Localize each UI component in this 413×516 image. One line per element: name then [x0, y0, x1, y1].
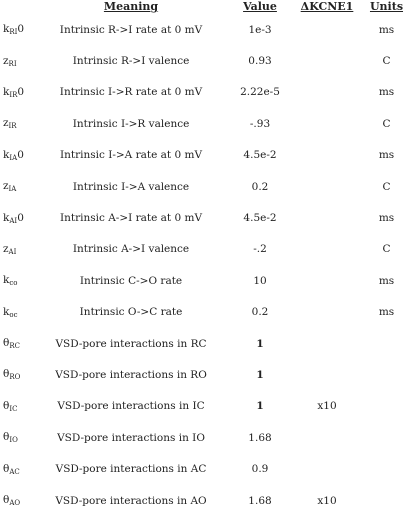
table-row: [0, 45, 413, 76]
param-symbol-base: θ: [3, 431, 10, 444]
param-symbol: [0, 140, 36, 171]
table-row: [0, 391, 413, 422]
param-kcne1: [294, 359, 360, 390]
param-symbol: [0, 359, 36, 390]
param-value: 1.68: [248, 494, 272, 507]
param-kcne1: [294, 140, 360, 171]
table-row: [0, 14, 413, 45]
param-symbol: [0, 45, 36, 76]
param-value: 4.5e-2: [243, 212, 277, 225]
param-symbol-base: θ: [3, 337, 10, 350]
param-symbol-base: θ: [3, 368, 10, 381]
param-value: 0.93: [248, 55, 272, 68]
param-units: ms: [378, 149, 395, 162]
param-symbol-base: z: [3, 242, 9, 255]
param-symbol: [0, 202, 36, 233]
param-meaning: VSD-pore interactions in AO: [55, 494, 207, 507]
param-symbol: [0, 297, 36, 328]
param-symbol-base: z: [3, 54, 9, 67]
param-meaning: Intrinsic C->O rate: [79, 274, 183, 287]
param-meaning: Intrinsic I->A rate at 0 mV: [59, 149, 203, 162]
table-row: [0, 234, 413, 265]
param-value: -.2: [253, 243, 267, 256]
param-value: 10: [253, 274, 267, 287]
param-symbol-suffix: 0: [17, 85, 25, 98]
param-symbol: [0, 453, 36, 484]
param-value: 0.2: [251, 306, 269, 319]
param-value: 1.68: [248, 431, 272, 444]
param-value: -.93: [249, 117, 271, 130]
table-row: [0, 453, 413, 484]
param-units: [360, 453, 413, 484]
param-meaning: Intrinsic R->I valence: [72, 55, 190, 68]
param-symbol-base: k: [3, 274, 10, 287]
param-symbol-base: z: [3, 180, 9, 193]
param-value: 1: [256, 337, 264, 350]
header-value: Value: [243, 0, 277, 13]
header-param: [0, 0, 36, 14]
param-symbol: [0, 234, 36, 265]
param-kcne1: [294, 328, 360, 359]
param-kcne1: [294, 297, 360, 328]
param-symbol-suffix: 0: [17, 148, 24, 161]
param-symbol: [0, 14, 36, 45]
param-units: ms: [378, 274, 395, 287]
param-symbol-base: θ: [3, 399, 10, 412]
param-meaning: Intrinsic O->C rate: [79, 306, 183, 319]
param-symbol: [0, 171, 36, 202]
table-body: [0, 14, 413, 516]
header-meaning: Meaning: [103, 0, 159, 13]
param-symbol-subscript: co: [9, 279, 18, 288]
table-row: [0, 140, 413, 171]
param-kcne1: [294, 45, 360, 76]
param-symbol-subscript: AI: [8, 247, 17, 256]
param-kcne1: x10: [317, 400, 337, 413]
param-symbol: [0, 391, 36, 422]
param-units: C: [382, 180, 391, 193]
param-symbol-base: k: [3, 148, 10, 161]
param-symbol: [0, 485, 36, 516]
param-kcne1: x10: [317, 494, 337, 507]
param-symbol-subscript: IR: [9, 90, 18, 99]
param-kcne1: [294, 108, 360, 139]
param-symbol-subscript: RC: [9, 342, 20, 351]
param-symbol-base: z: [3, 117, 9, 130]
param-units: C: [382, 55, 391, 68]
param-units: C: [382, 117, 391, 130]
param-symbol-base: θ: [3, 494, 10, 507]
param-kcne1: [294, 453, 360, 484]
param-symbol-base: k: [3, 211, 10, 224]
param-symbol-subscript: oc: [9, 310, 18, 319]
param-symbol-subscript: AI: [9, 216, 18, 225]
param-symbol: [0, 328, 36, 359]
param-units: [360, 485, 413, 516]
param-kcne1: [294, 171, 360, 202]
param-symbol-base: k: [3, 305, 10, 318]
header-units: Units: [369, 0, 404, 13]
param-value: 1e-3: [248, 23, 272, 36]
param-symbol: [0, 422, 36, 453]
param-meaning: Intrinsic I->R valence: [72, 117, 190, 130]
param-meaning: VSD-pore interactions in RO: [55, 368, 207, 381]
table-row: [0, 77, 413, 108]
table-row: [0, 485, 413, 516]
param-meaning: VSD-pore interactions in IC: [57, 400, 205, 413]
param-kcne1: [294, 265, 360, 296]
param-kcne1: [294, 422, 360, 453]
param-symbol: [0, 108, 36, 139]
param-symbol-subscript: AO: [9, 499, 21, 508]
param-symbol-subscript: IA: [9, 153, 18, 162]
param-meaning: VSD-pore interactions in AC: [55, 463, 207, 476]
param-kcne1: [294, 14, 360, 45]
param-symbol-suffix: 0: [17, 23, 25, 36]
table-row: [0, 171, 413, 202]
param-value: 0.2: [251, 180, 269, 193]
param-units: ms: [378, 212, 395, 225]
param-units: [360, 359, 413, 390]
param-symbol-base: θ: [3, 462, 10, 475]
param-value: 4.5e-2: [243, 149, 277, 162]
param-units: ms: [378, 23, 395, 36]
param-meaning: Intrinsic I->R rate at 0 mV: [59, 86, 203, 99]
param-units: ms: [378, 86, 395, 99]
param-meaning: Intrinsic I->A valence: [72, 180, 190, 193]
param-symbol-subscript: AC: [9, 467, 20, 476]
table-row: [0, 108, 413, 139]
param-value: 1: [256, 400, 264, 413]
param-symbol-subscript: IR: [8, 122, 17, 131]
param-units: [360, 422, 413, 453]
table-row: [0, 265, 413, 296]
header-kcne1: ΔKCNE1: [300, 0, 354, 13]
param-meaning: Intrinsic A->I valence: [72, 243, 190, 256]
table-row: [0, 328, 413, 359]
table-row: [0, 297, 413, 328]
param-symbol-suffix: 0: [17, 211, 24, 224]
param-symbol-subscript: RO: [9, 373, 21, 382]
param-symbol-subscript: IC: [9, 404, 18, 413]
param-meaning: VSD-pore interactions in RC: [55, 337, 207, 350]
table-row: [0, 202, 413, 233]
param-value: 0.9: [251, 463, 269, 476]
table-row: [0, 359, 413, 390]
param-symbol-subscript: RI: [8, 59, 17, 68]
param-meaning: Intrinsic A->I rate at 0 mV: [59, 212, 203, 225]
param-symbol: [0, 77, 36, 108]
param-kcne1: [294, 234, 360, 265]
param-kcne1: [294, 77, 360, 108]
param-kcne1: [294, 202, 360, 233]
param-units: [360, 391, 413, 422]
param-value: 2.22e-5: [240, 86, 280, 99]
param-meaning: VSD-pore interactions in IO: [57, 431, 205, 444]
param-symbol-subscript: IO: [9, 436, 18, 445]
param-symbol: [0, 265, 36, 296]
param-units: ms: [378, 306, 395, 319]
param-symbol-subscript: IA: [8, 185, 17, 194]
param-symbol-subscript: RI: [9, 28, 18, 37]
param-symbol-base: k: [3, 85, 10, 98]
param-value: 1: [256, 368, 264, 381]
param-meaning: Intrinsic R->I rate at 0 mV: [59, 23, 203, 36]
param-symbol-base: k: [3, 23, 10, 36]
param-units: [360, 328, 413, 359]
param-units: C: [382, 243, 391, 256]
table-row: [0, 422, 413, 453]
header-row: [0, 0, 413, 14]
